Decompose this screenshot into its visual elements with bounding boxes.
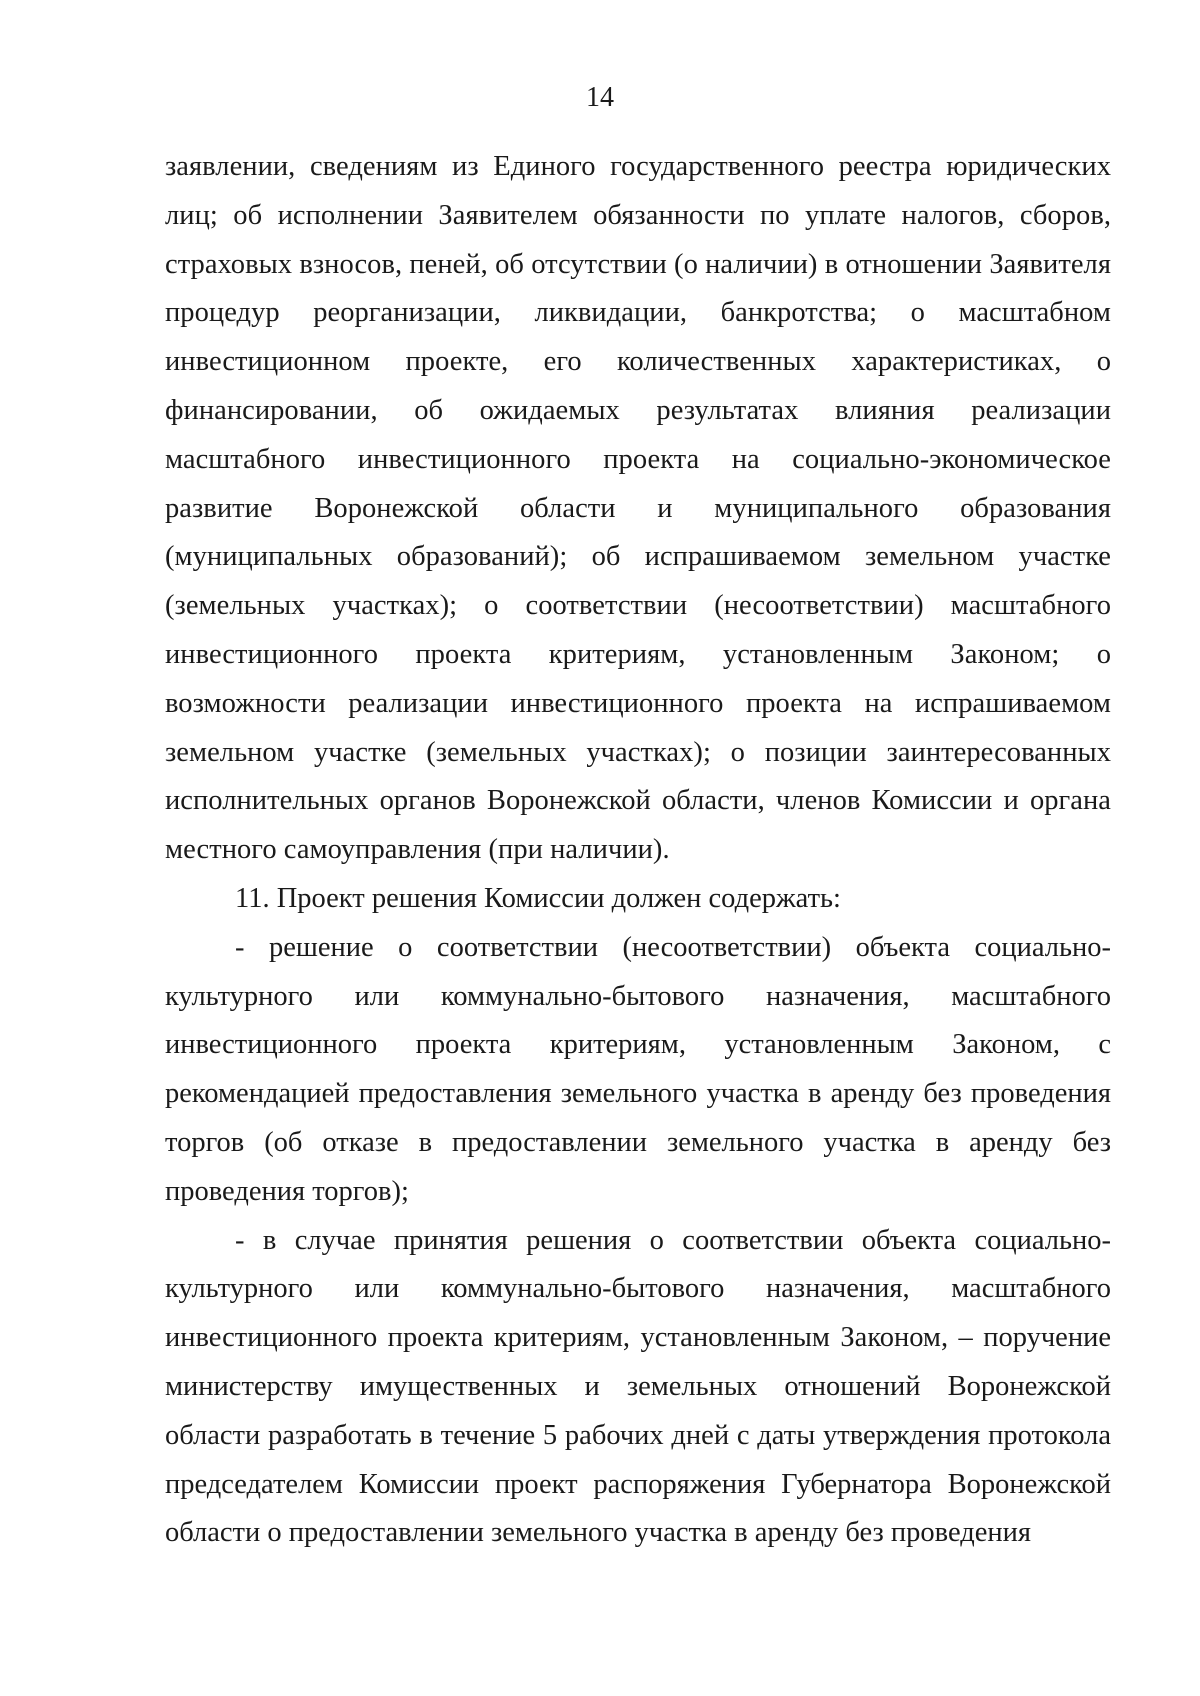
- paragraph-item-11: 11. Проект решения Комиссии должен содержать:: [235, 882, 841, 914]
- document-body: [165, 143, 1111, 1558]
- paragraph-continuation: заявлении, сведениям из Единого государственного реестра юридических лиц; об исполнении Заявителем обязанности по уплате налогов, сборов, страховых взносов, пеней, об отсутствии (о наличии) в отношении Заявителя процедур реорганизации, ликвидации, банкротства; о масштабном инвестиционном проекте, его количественных характеристиках, о финансировании, об ожидаемых результатах влияния реализации масштабного инвестиционного проекта на социально-экономическое развитие Воронежской области и муниципального образования (муниципальных образований); об испрашиваемом земельном участке (земельных участках); о соответствии (несоответствии) масштабного инвестиционного проекта критериям, установленным Законом; о возможности реализации инвестиционного проекта на испрашиваемом земельном участке (земельных участках); о позиции заинтересованных исполнительных органов Воронежской области, членов Комиссии и органа местного самоуправления (при наличии).: [165, 151, 1111, 866]
- paragraph-bullet-instruction: - в случае принятия решения о соответствии объекта социально-культурного или коммунально-бытового назначения, масштабного инвестиционного проекта критериям, установленным Законом, – поручение министерству имущественных и земельных отношений Воронежской области разработать в течение 5 рабочих дней с даты утверждения протокола председателем Комиссии проект распоряжения Губернатора Воронежской области о предоставлении земельного участка в аренду без проведения: [165, 1224, 1111, 1549]
- paragraph-bullet-decision: - решение о соответствии (несоответствии) объекта социально-культурного или коммунально-бытового назначения, масштабного инвестиционного проекта критериям, установленным Законом, с рекомендацией предоставления земельного участка в аренду без проведения торгов (об отказе в предоставлении земельного участка в аренду без проведения торгов);: [165, 931, 1111, 1207]
- page-number: 14: [586, 82, 614, 113]
